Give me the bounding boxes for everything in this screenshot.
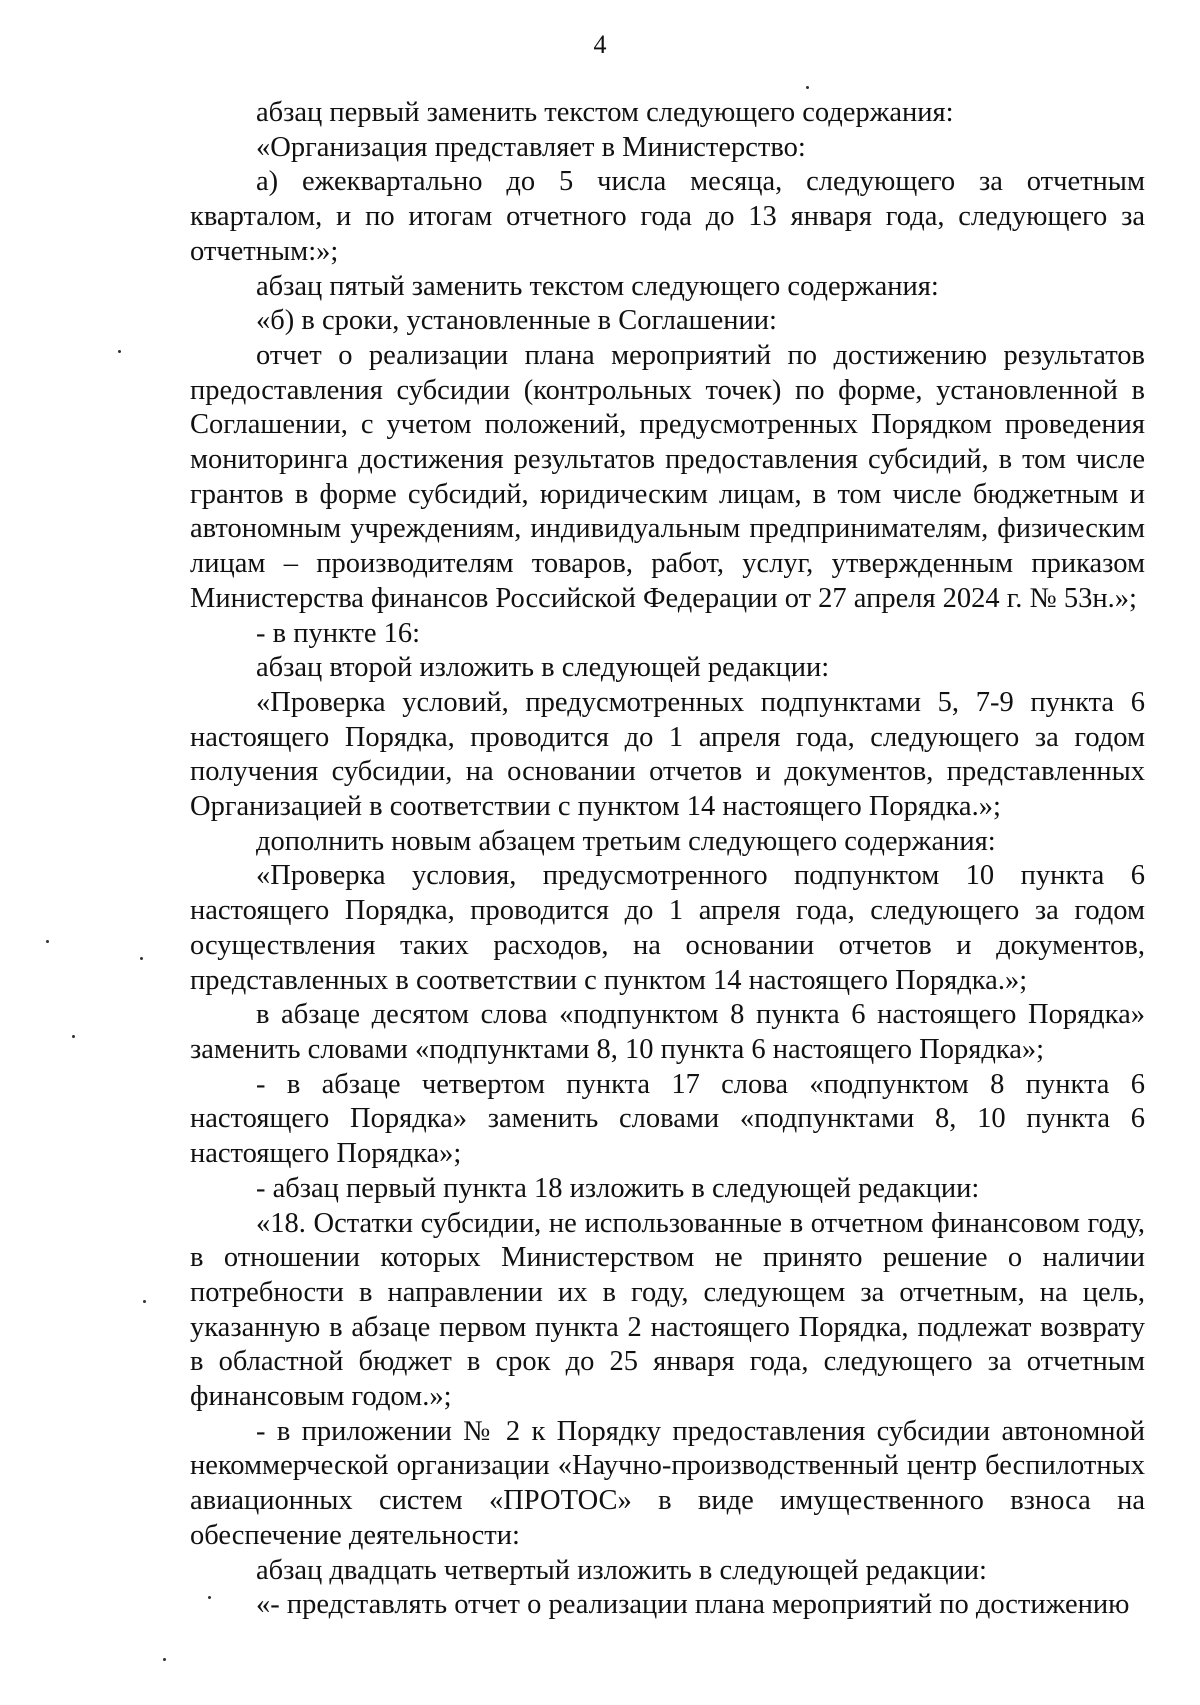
- paragraph: «Проверка условия, предусмотренного подпунктом 10 пункта 6 настоящего Порядка, проводится до 1 апреля года, следующего за годом осуществления таких расходов, на основании отчетов и документов, представленных в соответствии с пунктом 14 настоящего Порядка.»;: [190, 860, 1145, 996]
- scan-speck: [208, 1596, 211, 1599]
- paragraph: - в абзаце четвертом пункта 17 слова «подпунктом 8 пункта 6 настоящего Порядка» заменить словами «подпунктами 8, 10 пункта 6 настоящего Порядка»;: [190, 1068, 1145, 1170]
- scan-speck: [46, 940, 49, 943]
- paragraph: отчет о реализации плана мероприятий по достижению результатов предоставления субсидии (контрольных точек) по форме, установленной в Соглашении, с учетом положений, предусмотренных Порядком проведения мониторинга достижения результатов предоставления субсидий, в том числе грантов в форме субсидий, юридическим лицам, в том числе бюджетным и автономным учреждениям, индивидуальным предпринимателям, физическим лицам – производителям товаров, работ, услуг, утвержденным приказом Министерства финансов Российской Федерации от 27 апреля 2024 г. № 53н.»;: [190, 339, 1145, 614]
- scan-speck: [163, 1658, 166, 1661]
- paragraph: в абзаце десятом слова «подпунктом 8 пункта 6 настоящего Порядка» заменить словами «подпунктами 8, 10 пункта 6 настоящего Порядка»;: [190, 999, 1145, 1065]
- paragraph: - в приложении № 2 к Порядку предоставления субсидии автономной некоммерческой организации «Научно-производственный центр беспилотных авиационных систем «ПРОТОС» в виде имущественного взноса на обеспечение деятельности:: [190, 1415, 1145, 1551]
- scan-speck: [143, 1300, 146, 1303]
- paragraph: абзац двадцать четвертый изложить в следующей редакции:: [256, 1554, 987, 1586]
- paragraph: «Организация представляет в Министерство:: [256, 131, 806, 163]
- scan-speck: [806, 86, 809, 89]
- paragraph: а) ежеквартально до 5 числа месяца, следующего за отчетным кварталом, и по итогам отчетного года до 13 января года, следующего за отчетным:»;: [190, 166, 1145, 267]
- paragraph: «18. Остатки субсидии, не использованные в отчетном финансовом году, в отношении которых Министерством не принято решение о наличии потребности в направлении их в году, следующем за отчетным, на цель, указанную в абзаце первом пункта 2 настоящего Порядка, подлежат возврату в областной бюджет в срок до 25 января года, следующего за отчетным финансовым годом.»;: [190, 1207, 1145, 1413]
- paragraph: «Проверка условий, предусмотренных подпунктами 5, 7-9 пункта 6 настоящего Порядка, проводится до 1 апреля года, следующего за годом получения субсидии, на основании отчетов и документов, представленных Организацией в соответствии с пунктом 14 настоящего Порядка.»;: [190, 686, 1145, 823]
- scan-speck: [72, 1035, 75, 1038]
- scan-speck: [118, 350, 121, 353]
- paragraph: абзац второй изложить в следующей редакции:: [256, 652, 830, 684]
- paragraph: - в пункте 16:: [256, 617, 421, 649]
- document-body: [190, 96, 1145, 1623]
- paragraph: дополнить новым абзацем третьим следующего содержания:: [256, 825, 996, 857]
- paragraph: - абзац первый пункта 18 изложить в следующей редакции:: [256, 1172, 980, 1204]
- page-number: 4: [593, 30, 607, 59]
- paragraph: «- представлять отчет о реализации плана мероприятий по достижению: [256, 1589, 1130, 1621]
- paragraph: абзац первый заменить текстом следующего содержания:: [256, 97, 954, 128]
- scan-speck: [140, 957, 143, 960]
- paragraph: «б) в сроки, установленные в Соглашении:: [256, 305, 777, 337]
- paragraph: абзац пятый заменить текстом следующего содержания:: [256, 270, 939, 302]
